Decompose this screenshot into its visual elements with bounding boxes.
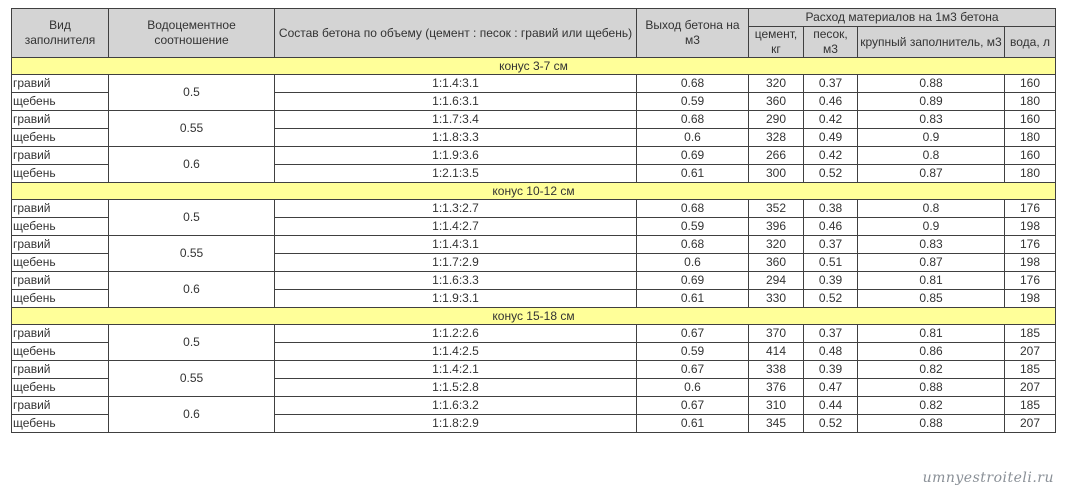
cement-cell: 414 xyxy=(749,343,804,361)
composition-cell: 1:1.7:3.4 xyxy=(275,111,637,129)
yield-cell: 0.68 xyxy=(637,200,749,218)
cement-cell: 294 xyxy=(749,272,804,290)
coarse-aggregate-cell: 0.83 xyxy=(858,111,1005,129)
composition-cell: 1:1.4:3.1 xyxy=(275,236,637,254)
table-row xyxy=(12,200,1056,218)
cement-cell: 360 xyxy=(749,254,804,272)
coarse-aggregate-cell: 0.9 xyxy=(858,129,1005,147)
sand-cell: 0.47 xyxy=(804,379,858,397)
sand-cell: 0.37 xyxy=(804,75,858,93)
aggregate-type-cell: гравий xyxy=(12,397,109,415)
water-cell: 180 xyxy=(1005,129,1056,147)
sand-cell: 0.48 xyxy=(804,343,858,361)
aggregate-type-cell: гравий xyxy=(12,200,109,218)
concrete-mix-table xyxy=(11,8,1056,433)
coarse-aggregate-cell: 0.81 xyxy=(858,325,1005,343)
aggregate-type-cell: щебень xyxy=(12,129,109,147)
water-cement-ratio-cell: 0.55 xyxy=(109,111,275,147)
water-cell: 185 xyxy=(1005,397,1056,415)
aggregate-type-cell: гравий xyxy=(12,111,109,129)
water-cell: 207 xyxy=(1005,343,1056,361)
water-cement-ratio-cell: 0.55 xyxy=(109,236,275,272)
coarse-aggregate-cell: 0.88 xyxy=(858,415,1005,433)
yield-cell: 0.61 xyxy=(637,290,749,308)
sand-cell: 0.49 xyxy=(804,129,858,147)
water-cell: 176 xyxy=(1005,200,1056,218)
composition-cell: 1:2.1:3.5 xyxy=(275,165,637,183)
water-cement-ratio-cell: 0.55 xyxy=(109,361,275,397)
composition-cell: 1:1.2:2.6 xyxy=(275,325,637,343)
header-sand: песок, м3 xyxy=(804,27,858,58)
header-yield: Выход бетона на м3 xyxy=(637,9,749,58)
sand-cell: 0.38 xyxy=(804,200,858,218)
aggregate-type-cell: щебень xyxy=(12,415,109,433)
yield-cell: 0.59 xyxy=(637,218,749,236)
cement-cell: 300 xyxy=(749,165,804,183)
section-title: конус 10-12 см xyxy=(12,183,1056,200)
sand-cell: 0.46 xyxy=(804,93,858,111)
cement-cell: 320 xyxy=(749,75,804,93)
yield-cell: 0.68 xyxy=(637,75,749,93)
coarse-aggregate-cell: 0.8 xyxy=(858,147,1005,165)
cement-cell: 376 xyxy=(749,379,804,397)
table-body xyxy=(12,58,1056,433)
yield-cell: 0.67 xyxy=(637,397,749,415)
table-row xyxy=(12,272,1056,290)
coarse-aggregate-cell: 0.81 xyxy=(858,272,1005,290)
table-row xyxy=(12,111,1056,129)
section-title: конус 3-7 см xyxy=(12,58,1056,75)
water-cell: 160 xyxy=(1005,147,1056,165)
coarse-aggregate-cell: 0.85 xyxy=(858,290,1005,308)
aggregate-type-cell: гравий xyxy=(12,75,109,93)
header-composition: Состав бетона по объему (цемент : песок : гравий или щебень) xyxy=(275,9,637,58)
cement-cell: 266 xyxy=(749,147,804,165)
sand-cell: 0.37 xyxy=(804,236,858,254)
water-cell: 198 xyxy=(1005,290,1056,308)
composition-cell: 1:1.6:3.2 xyxy=(275,397,637,415)
composition-cell: 1:1.4:3.1 xyxy=(275,75,637,93)
sand-cell: 0.37 xyxy=(804,325,858,343)
sand-cell: 0.42 xyxy=(804,111,858,129)
water-cell: 160 xyxy=(1005,75,1056,93)
section-row xyxy=(12,308,1056,325)
header-coarse-aggregate: крупный заполнитель, м3 xyxy=(858,27,1005,58)
aggregate-type-cell: гравий xyxy=(12,272,109,290)
aggregate-type-cell: гравий xyxy=(12,361,109,379)
composition-cell: 1:1.4:2.7 xyxy=(275,218,637,236)
yield-cell: 0.59 xyxy=(637,343,749,361)
composition-cell: 1:1.6:3.3 xyxy=(275,272,637,290)
water-cell: 185 xyxy=(1005,361,1056,379)
yield-cell: 0.68 xyxy=(637,236,749,254)
yield-cell: 0.6 xyxy=(637,379,749,397)
coarse-aggregate-cell: 0.89 xyxy=(858,93,1005,111)
header-water-cement-ratio: Водоцементное соотношение xyxy=(109,9,275,58)
header-aggregate-type: Вид заполнителя xyxy=(12,9,109,58)
cement-cell: 338 xyxy=(749,361,804,379)
water-cell: 180 xyxy=(1005,165,1056,183)
coarse-aggregate-cell: 0.88 xyxy=(858,379,1005,397)
water-cell: 207 xyxy=(1005,379,1056,397)
coarse-aggregate-cell: 0.82 xyxy=(858,397,1005,415)
sand-cell: 0.39 xyxy=(804,361,858,379)
sand-cell: 0.51 xyxy=(804,254,858,272)
cement-cell: 290 xyxy=(749,111,804,129)
table-header xyxy=(12,9,1056,58)
table-row xyxy=(12,325,1056,343)
aggregate-type-cell: щебень xyxy=(12,165,109,183)
composition-cell: 1:1.3:2.7 xyxy=(275,200,637,218)
site-watermark: umnyestroiteli.ru xyxy=(922,470,1054,486)
table-row xyxy=(12,361,1056,379)
cement-cell: 345 xyxy=(749,415,804,433)
coarse-aggregate-cell: 0.82 xyxy=(858,361,1005,379)
section-title: конус 15-18 см xyxy=(12,308,1056,325)
cement-cell: 328 xyxy=(749,129,804,147)
yield-cell: 0.61 xyxy=(637,415,749,433)
yield-cell: 0.6 xyxy=(637,254,749,272)
cement-cell: 360 xyxy=(749,93,804,111)
aggregate-type-cell: щебень xyxy=(12,379,109,397)
coarse-aggregate-cell: 0.87 xyxy=(858,254,1005,272)
composition-cell: 1:1.9:3.1 xyxy=(275,290,637,308)
sand-cell: 0.42 xyxy=(804,147,858,165)
header-material-consumption: Расход материалов на 1м3 бетона xyxy=(749,9,1056,27)
yield-cell: 0.69 xyxy=(637,147,749,165)
yield-cell: 0.69 xyxy=(637,272,749,290)
water-cell: 185 xyxy=(1005,325,1056,343)
aggregate-type-cell: щебень xyxy=(12,93,109,111)
cement-cell: 370 xyxy=(749,325,804,343)
coarse-aggregate-cell: 0.88 xyxy=(858,75,1005,93)
composition-cell: 1:1.4:2.5 xyxy=(275,343,637,361)
aggregate-type-cell: щебень xyxy=(12,218,109,236)
sand-cell: 0.44 xyxy=(804,397,858,415)
sand-cell: 0.39 xyxy=(804,272,858,290)
section-row xyxy=(12,183,1056,200)
aggregate-type-cell: гравий xyxy=(12,236,109,254)
cement-cell: 310 xyxy=(749,397,804,415)
water-cement-ratio-cell: 0.6 xyxy=(109,397,275,433)
water-cell: 160 xyxy=(1005,111,1056,129)
water-cell: 207 xyxy=(1005,415,1056,433)
sand-cell: 0.52 xyxy=(804,415,858,433)
table-row xyxy=(12,75,1056,93)
aggregate-type-cell: щебень xyxy=(12,290,109,308)
water-cell: 180 xyxy=(1005,93,1056,111)
aggregate-type-cell: щебень xyxy=(12,343,109,361)
cement-cell: 320 xyxy=(749,236,804,254)
cement-cell: 352 xyxy=(749,200,804,218)
sand-cell: 0.46 xyxy=(804,218,858,236)
yield-cell: 0.6 xyxy=(637,129,749,147)
water-cement-ratio-cell: 0.5 xyxy=(109,75,275,111)
table-row xyxy=(12,147,1056,165)
coarse-aggregate-cell: 0.8 xyxy=(858,200,1005,218)
sand-cell: 0.52 xyxy=(804,165,858,183)
composition-cell: 1:1.6:3.1 xyxy=(275,93,637,111)
header-water: вода, л xyxy=(1005,27,1056,58)
water-cement-ratio-cell: 0.5 xyxy=(109,325,275,361)
yield-cell: 0.67 xyxy=(637,325,749,343)
header-cement: цемент, кг xyxy=(749,27,804,58)
table-row xyxy=(12,236,1056,254)
yield-cell: 0.59 xyxy=(637,93,749,111)
section-row xyxy=(12,58,1056,75)
composition-cell: 1:1.8:3.3 xyxy=(275,129,637,147)
water-cell: 198 xyxy=(1005,254,1056,272)
coarse-aggregate-cell: 0.9 xyxy=(858,218,1005,236)
aggregate-type-cell: гравий xyxy=(12,325,109,343)
yield-cell: 0.68 xyxy=(637,111,749,129)
table-row xyxy=(12,397,1056,415)
coarse-aggregate-cell: 0.86 xyxy=(858,343,1005,361)
yield-cell: 0.61 xyxy=(637,165,749,183)
composition-cell: 1:1.4:2.1 xyxy=(275,361,637,379)
yield-cell: 0.67 xyxy=(637,361,749,379)
coarse-aggregate-cell: 0.87 xyxy=(858,165,1005,183)
water-cell: 176 xyxy=(1005,272,1056,290)
cement-cell: 330 xyxy=(749,290,804,308)
water-cement-ratio-cell: 0.6 xyxy=(109,147,275,183)
cement-cell: 396 xyxy=(749,218,804,236)
composition-cell: 1:1.9:3.6 xyxy=(275,147,637,165)
water-cement-ratio-cell: 0.6 xyxy=(109,272,275,308)
coarse-aggregate-cell: 0.83 xyxy=(858,236,1005,254)
composition-cell: 1:1.5:2.8 xyxy=(275,379,637,397)
composition-cell: 1:1.8:2.9 xyxy=(275,415,637,433)
composition-cell: 1:1.7:2.9 xyxy=(275,254,637,272)
water-cell: 198 xyxy=(1005,218,1056,236)
sand-cell: 0.52 xyxy=(804,290,858,308)
water-cell: 176 xyxy=(1005,236,1056,254)
water-cement-ratio-cell: 0.5 xyxy=(109,200,275,236)
aggregate-type-cell: щебень xyxy=(12,254,109,272)
aggregate-type-cell: гравий xyxy=(12,147,109,165)
